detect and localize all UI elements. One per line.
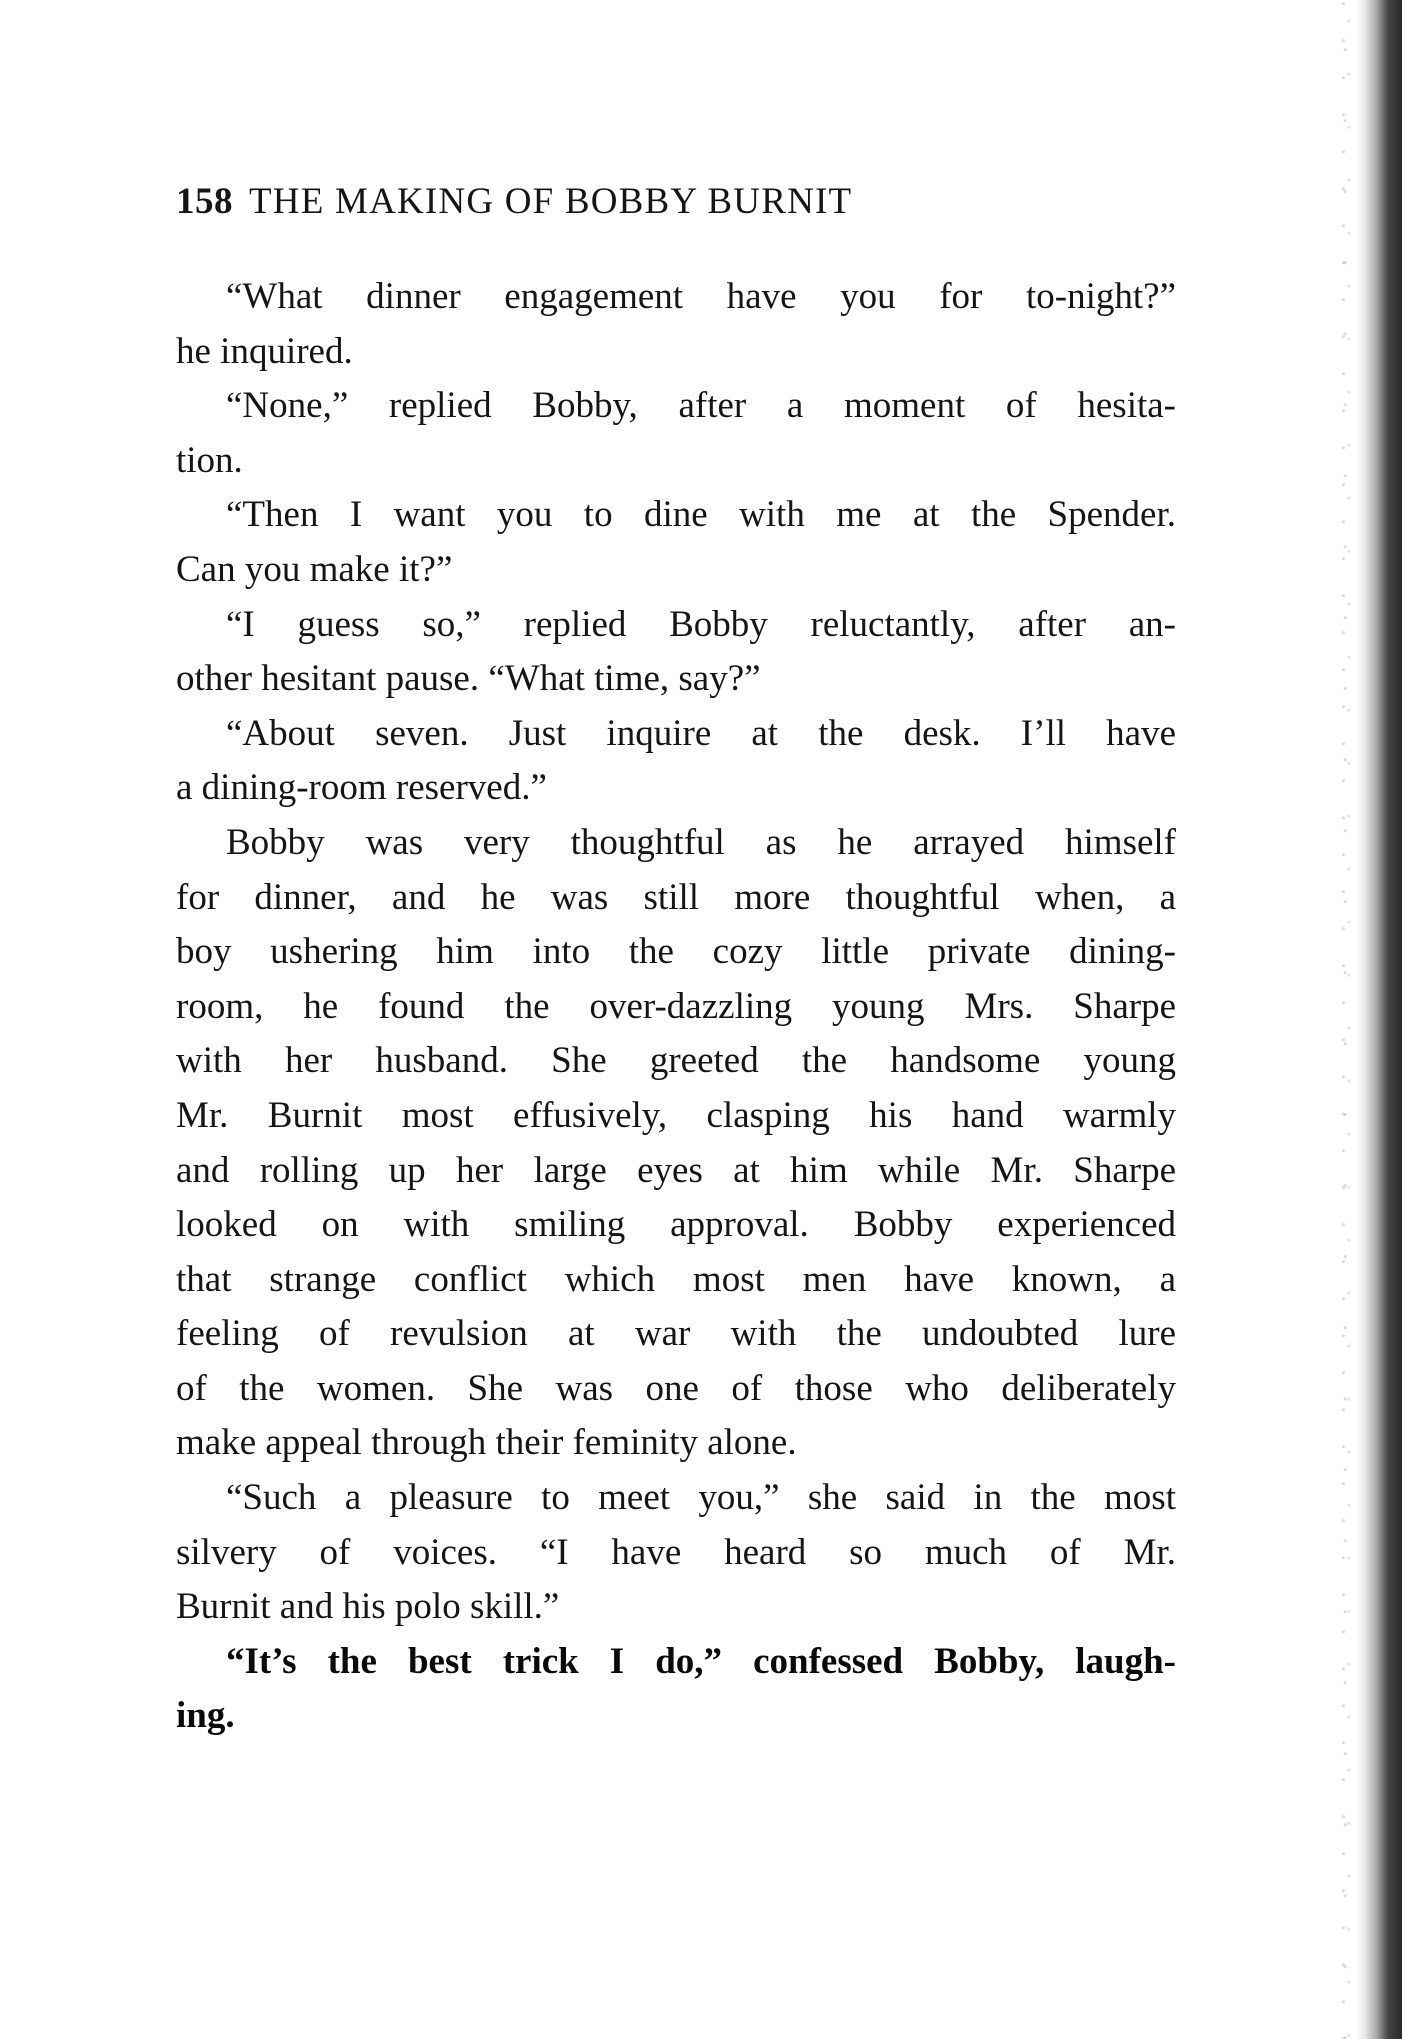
paragraph [176,1635,1176,1744]
text-line: looked on with smiling approval. Bobby experienced [176,1204,1176,1246]
paragraph [176,707,1176,816]
text-line: he inquired. [176,330,353,372]
text-line: tion. [176,439,243,481]
text-line: Mr. Burnit most effusively, clasping his hand warmly [176,1094,1176,1136]
text-line: “What dinner engagement have you for to-night?” [226,276,1176,317]
page-number: 158 [176,181,233,222]
running-head: THE MAKING OF BOBBY BURNIT [249,181,853,222]
text-line: that strange conflict which most men have known, a [176,1258,1176,1300]
text-line: and rolling up her large eyes at him while Mr. Sharpe [176,1149,1176,1191]
text-line: with her husband. She greeted the handsome young [176,1040,1176,1082]
paragraph [176,816,1176,1471]
text-line: Can you make it?” [176,548,453,590]
text-line: Burnit and his polo skill.” [176,1586,560,1628]
paragraph [176,488,1176,597]
text-line: feeling of revulsion at war with the undoubted lure [176,1313,1176,1355]
text-line: for dinner, and he was still more thoughtful when, a [176,876,1176,918]
text-line: boy ushering him into the cozy little private dining- [176,931,1176,973]
text-line: “About seven. Just inquire at the desk. I’ll have [226,712,1176,754]
text-line: silvery of voices. “I have heard so much of Mr. [176,1531,1176,1573]
body-text [176,270,1176,1744]
text-line: of the women. She was one of those who deliberately [176,1367,1176,1409]
text-line: “Such a pleasure to meet you,” she said in the most [226,1477,1176,1519]
book-binding-edge [1356,0,1402,2039]
page-header [176,178,1076,226]
text-line: make appeal through their feminity alone. [176,1422,797,1464]
paragraph [176,598,1176,707]
text-line: ing. [176,1695,235,1737]
paragraph [176,1471,1176,1635]
text-line: other hesitant pause. “What time, say?” [176,658,761,700]
binding-shadow-speckle [1338,0,1356,2039]
paragraph [176,379,1176,488]
text-line: room, he found the over-dazzling young Mrs. Sharpe [176,985,1176,1027]
paragraph [176,270,1176,379]
text-line: “It’s the best trick I do,” confessed Bobby, laugh- [226,1640,1176,1682]
text-line: “None,” replied Bobby, after a moment of hesita- [226,385,1176,427]
text-line: Bobby was very thoughtful as he arrayed himself [226,821,1176,863]
text-line: a dining-room reserved.” [176,767,547,809]
text-line: “Then I want you to dine with me at the Spender. [226,494,1176,536]
text-line: “I guess so,” replied Bobby reluctantly, after an- [226,603,1176,645]
